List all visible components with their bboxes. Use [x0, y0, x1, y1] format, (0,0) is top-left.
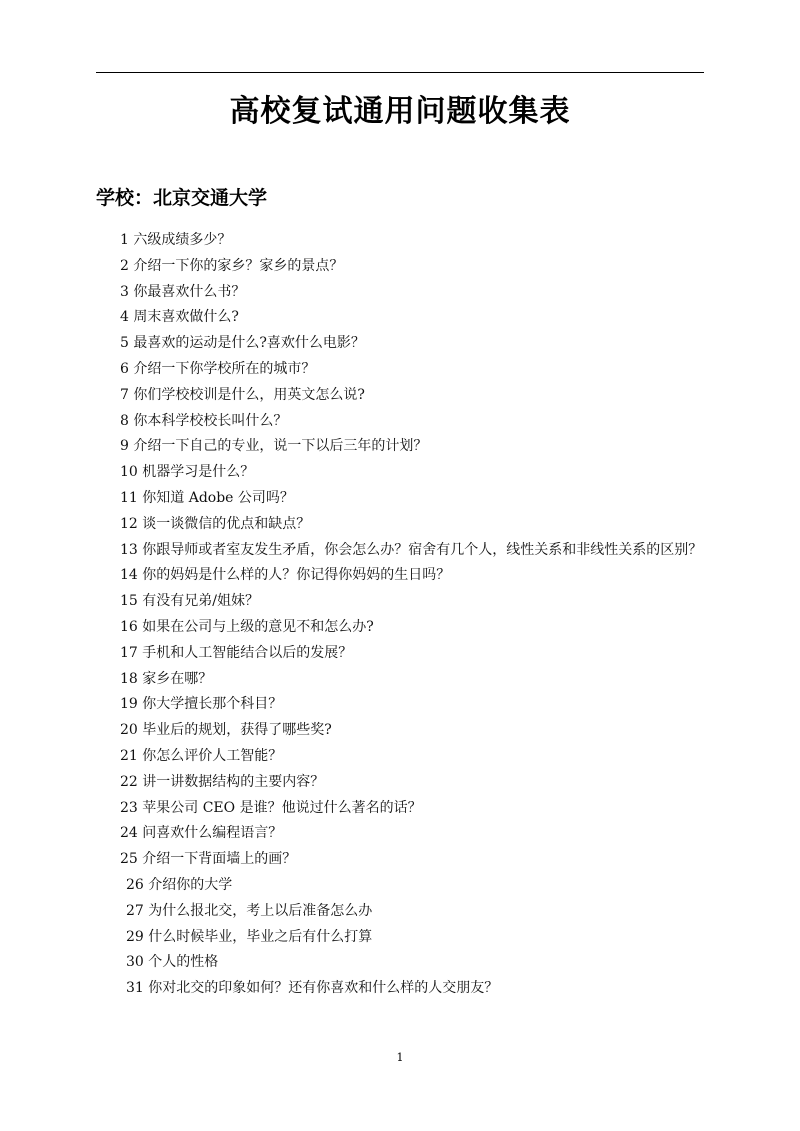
question-item: 6 介绍一下你学校所在的城市？: [120, 360, 316, 377]
question-item: 17 手机和人工智能结合以后的发展？: [120, 644, 353, 661]
question-item: 27 为什么报北交，考上以后准备怎么办: [126, 902, 373, 919]
question-item: 14 你的妈妈是什么样的人？你记得你妈妈的生日吗？: [120, 567, 451, 584]
question-item: 19 你大学擅长那个科目？: [120, 696, 283, 713]
question-item: 9 介绍一下自己的专业，说一下以后三年的计划？: [120, 438, 428, 455]
document-title: 高校复试通用问题收集表: [229, 94, 571, 129]
question-item: 13 你跟导师或者室友发生矛盾，你会怎么办？宿舍有几个人，线性关系和非线性关系的区别？: [120, 541, 703, 558]
question-item: 21 你怎么评价人工智能？: [120, 747, 283, 764]
question-item: 10 机器学习是什么？: [120, 464, 255, 481]
page-number: 1: [396, 1051, 404, 1064]
question-item: 29 什么时候毕业，毕业之后有什么打算: [126, 928, 373, 945]
question-item: 3 你最喜欢什么书？: [120, 283, 246, 300]
question-item: 4 周末喜欢做什么?: [120, 309, 239, 326]
question-item: 16 如果在公司与上级的意见不和怎么办?: [120, 618, 374, 635]
question-item: 7 你们学校校训是什么，用英文怎么说?: [120, 386, 365, 403]
question-item: 5 最喜欢的运动是什么?喜欢什么电影？: [120, 335, 365, 352]
question-item: 15 有没有兄弟/姐妹？: [120, 593, 259, 610]
question-item: 20 毕业后的规划，获得了哪些奖?: [120, 722, 332, 739]
question-item: 22 讲一讲数据结构的主要内容？: [120, 773, 325, 790]
question-item: 24 问喜欢什么编程语言？: [120, 825, 283, 842]
question-item: 11 你知道 Adobe 公司吗？: [120, 489, 294, 506]
question-list: [96, 228, 706, 1002]
question-item: 31 你对北交的印象如何？还有你喜欢和什么样的人交朋友？: [126, 980, 499, 997]
school-heading: 学校：北京交通大学: [96, 187, 268, 209]
question-item: 26 介绍你的大学: [126, 876, 233, 893]
question-item: 1 六级成绩多少？: [120, 232, 232, 248]
question-item: 18 家乡在哪？: [120, 670, 213, 687]
header-rule: [96, 72, 704, 73]
question-item: 2 介绍一下你的家乡？家乡的景点？: [120, 257, 344, 274]
question-item: 12 谈一谈微信的优点和缺点？: [120, 515, 311, 532]
question-item: 23 苹果公司 CEO 是谁？他说过什么著名的话？: [120, 799, 422, 816]
question-item: 8 你本科学校校长叫什么？: [120, 412, 288, 429]
question-item: 30 个人的性格: [126, 954, 219, 971]
question-item: 25 介绍一下背面墙上的画？: [120, 851, 297, 868]
